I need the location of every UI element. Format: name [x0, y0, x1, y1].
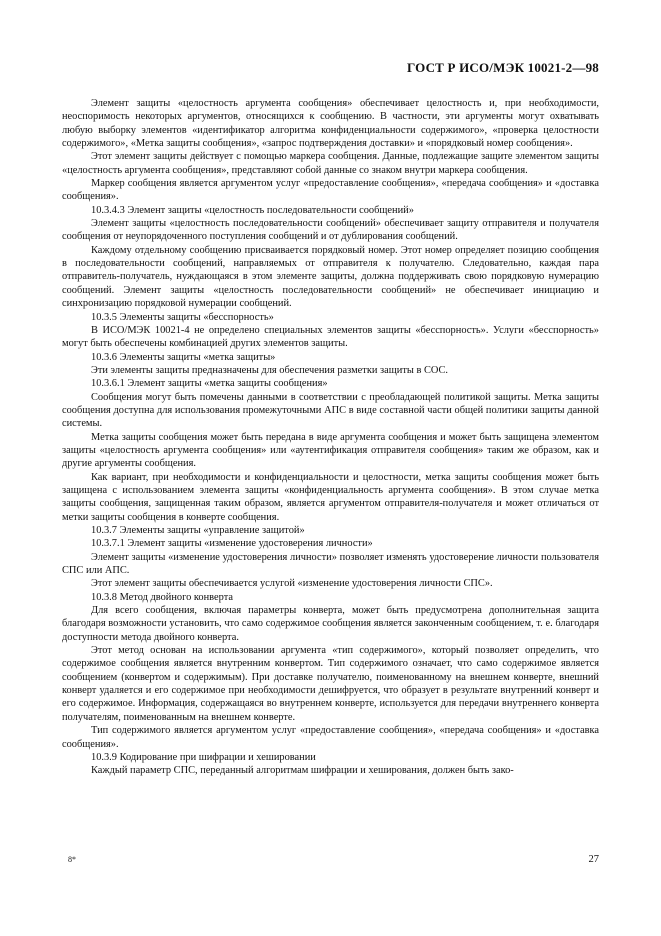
section-heading: 10.3.7 Элементы защиты «управление защитой»	[91, 525, 305, 536]
body-paragraph: Сообщения могут быть помечены данными в соответствии с преобладающей политикой защиты. Метка защиты сообщения доступна для использования промежуточными АПС в виде составной части общей политики защиты данной системы.	[62, 391, 599, 430]
standard-designation: ГОСТ Р ИСО/МЭК 10021-2—98	[406, 60, 599, 75]
body-paragraph: Эти элементы защиты предназначены для обеспечения разметки защиты в СОС.	[91, 364, 449, 376]
body-paragraph: В ИСО/МЭК 10021-4 не определено специальных элементов защиты «бесспорность». Услуги «бесспорность» могут быть обеспечены комбинацией других элементов защиты.	[62, 324, 599, 350]
body-paragraph: Метка защиты сообщения может быть передана в виде аргумента сообщения и может быть защищена элементом защиты «целостность аргумента сообщения» или «аутентификация отправителя сообщения» таким же образом, как и другие аргументы сообщения.	[62, 431, 599, 470]
body-paragraph: Для всего сообщения, включая параметры конверта, может быть предусмотрена дополнительная защита благодаря возможности установить, что само содержимое сообщения является законченным сообщением, т. е. благодаря доступности метода двойного конверта.	[62, 605, 599, 643]
section-heading: 10.3.4.3 Элемент защиты «целостность последовательности сообщений»	[91, 204, 414, 216]
section-heading: 10.3.7.1 Элемент защиты «изменение удостоверения личности»	[91, 538, 373, 550]
body-paragraph: Каждому отдельному сообщению присваивается порядковый номер. Этот номер определяет позицию сообщения в последовательности сообщений, направляемых от отправителя к получателю. Следовательно, каждая пара отправитель-получатель, нуждающаяся в этом элементе защиты, должна поддерживать свою порядковую нумерацию сообщений. Элемент защиты «целостность последовательности сообщений» не обеспечивает инициацию и синхронизацию порядковой нумерации сообщений.	[62, 244, 599, 310]
body-paragraph: Элемент защиты «целостность последовательности сообщений» обеспечивает защиту отправителя и получателя сообщения от неупорядоченного поступления сообщений и от дублирования сообщений.	[62, 218, 599, 243]
section-heading: 10.3.6.1 Элемент защиты «метка защиты сообщения»	[91, 378, 328, 390]
section-heading: 10.3.8 Метод двойного конверта	[91, 591, 233, 603]
page-number: 27	[588, 854, 599, 865]
section-heading: 10.3.6 Элементы защиты «метка защиты»	[91, 351, 276, 363]
document-body	[62, 97, 599, 778]
section-heading: 10.3.5 Элементы защиты «бесспорность»	[91, 311, 274, 323]
body-paragraph: Элемент защиты «целостность аргумента сообщения» обеспечивает целостность и, при необходимости, неоспоримость некоторых аргументов, относящихся к сообщению. В частности, эти аргументы могут охватывать любую выборку элементов «идентификатор алгоритма конфиденциальности содержимого», «проверка целостности содержимого», «Метка защиты сообщения», «запрос подтверждения доставки» и «порядковый номер сообщения».	[62, 98, 599, 150]
body-paragraph: Этот элемент защиты действует с помощью маркера сообщения. Данные, подлежащие защите элементом защиты «целостность аргумента сообщения», представляют собой данные со знаком внутри маркера сообщения.	[62, 151, 599, 176]
body-paragraph: Этот элемент защиты обеспечивается услугой «изменение удостоверения личности СПС».	[91, 578, 493, 590]
body-paragraph: Тип содержимого является аргументом услуг «предоставление сообщения», «передача сообщения» и «доставка сообщения».	[62, 725, 599, 750]
body-paragraph: Как вариант, при необходимости и конфиденциальности и целостности, метка защиты сообщения может быть защищена с использованием элемента защиты «конфиденциальность аргумента сообщения». В этом случае метка защиты сообщения, защищенная таким образом, является аргументом отправителя-получателя и может отличаться от метки защиты сообщения в конверте сообщения.	[62, 471, 599, 523]
body-paragraph: Маркер сообщения является аргументом услуг «предоставление сообщения», «передача сообщения» и «доставка сообщения».	[62, 178, 599, 203]
body-paragraph: Каждый параметр СПС, переданный алгоритмам шифрации и хеширования, должен быть зако-	[91, 765, 514, 777]
body-paragraph: Этот метод основан на использовании аргумента «тип содержимого», который позволяет определить, что содержимое сообщения является внутренним конвертом. Тип содержимого означает, что само содержимое является сообщением (конвертом и содержимым). При доставке получателю, поименованному на внешнем конверте, внешний конверт удаляется и его содержимое при необходимости дешифруется, что образует в результате внутренний конверт и его содержимое. Информация, содержащаяся во внутреннем конверте, используется для передачи внутреннего конверта получателям, поименованным на внешнем конверте.	[62, 645, 599, 723]
body-paragraph: Элемент защиты «изменение удостоверения личности» позволяет изменять удостоверение личности пользователя СПС или АПС.	[62, 551, 599, 577]
printer-signature-mark: 8*	[68, 855, 76, 864]
section-heading: 10.3.9 Кодирование при шифрации и хешировании	[91, 751, 316, 763]
document-header	[407, 60, 599, 76]
